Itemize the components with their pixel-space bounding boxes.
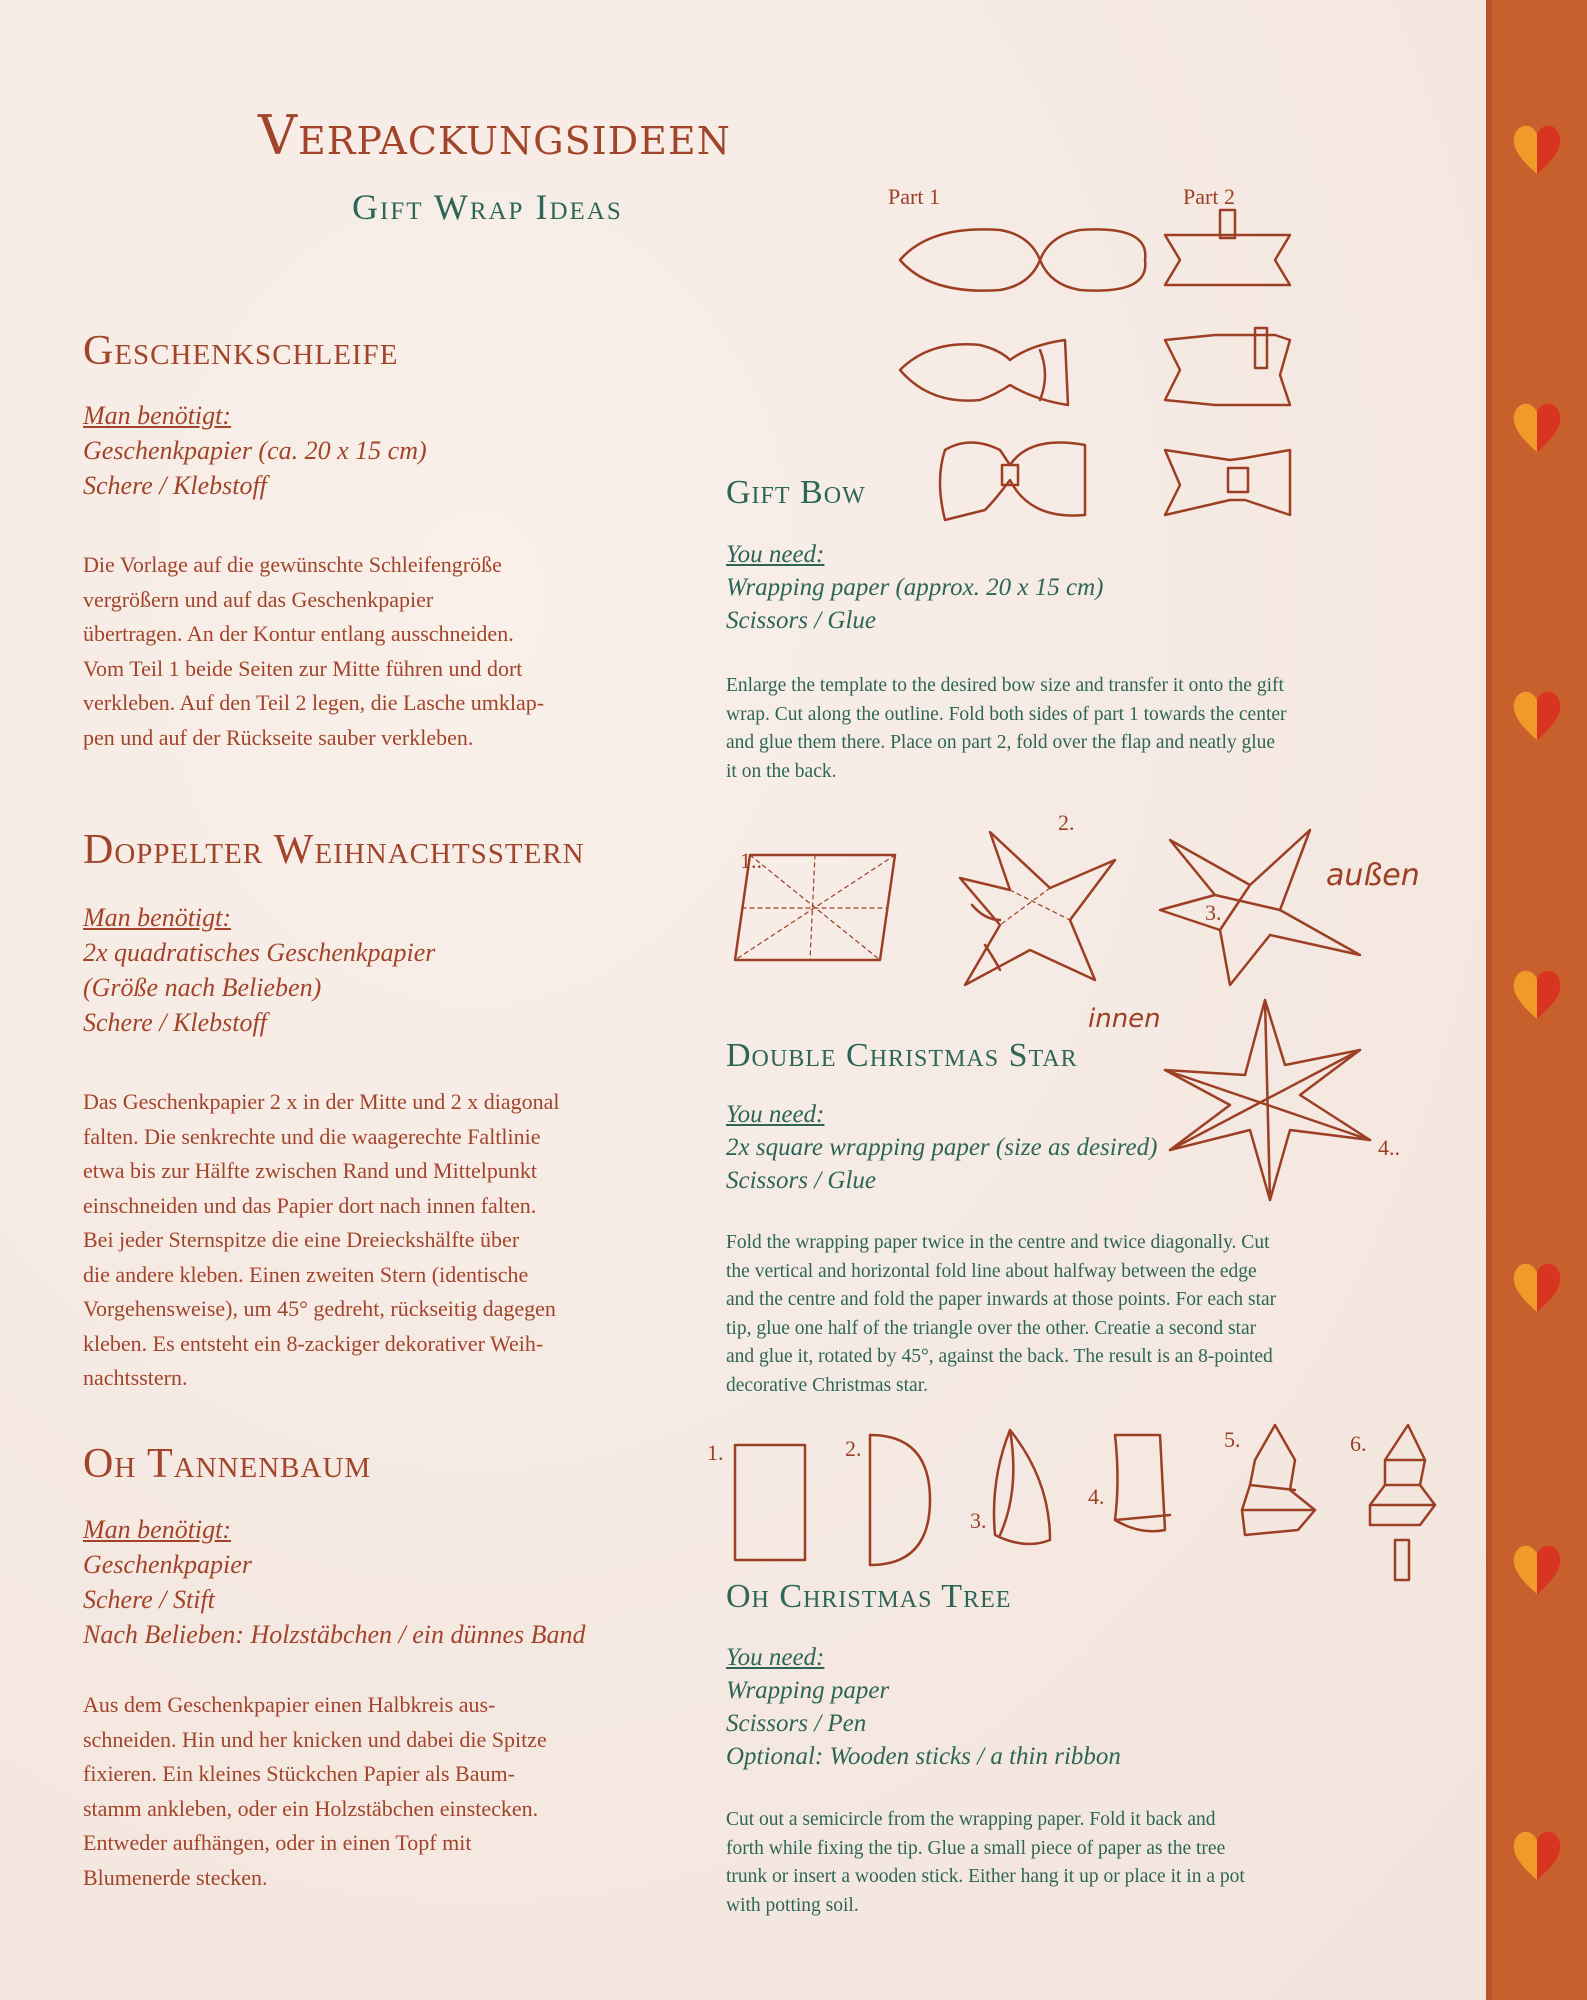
requirement-item: Wrapping paper: [726, 1677, 890, 1704]
tree-step-2: 2.: [845, 1436, 862, 1461]
bow-de-requirements: [83, 398, 427, 503]
body-line: die andere kleben. Einen zweiten Stern (identische: [83, 1261, 529, 1287]
bow-part2-label: Part 2: [1183, 184, 1235, 209]
body-line: Blumenerde stecken.: [83, 1864, 268, 1890]
body-line: Bei jeder Sternspitze die eine Dreieckshälfte über: [83, 1227, 520, 1252]
requirements-label: You need:: [726, 1101, 825, 1128]
star-step-1: 1..: [740, 848, 762, 873]
requirement-item: 2x quadratisches Geschenkpapier: [83, 938, 436, 967]
body-line: Aus dem Geschenkpapier einen Halbkreis aus-: [83, 1692, 496, 1717]
star-en-heading: Double Christmas Star: [726, 1037, 1078, 1074]
requirements-label: Man benötigt:: [83, 1515, 232, 1544]
star-de-heading: Doppelter Weihnachtsstern: [83, 827, 585, 873]
bow-en-body: [726, 672, 1466, 786]
requirements-label: Man benötigt:: [83, 903, 232, 932]
body-line: Fold the wrapping paper twice in the centre and twice diagonally. Cut: [726, 1232, 1270, 1253]
requirement-item: Geschenkpapier: [83, 1550, 252, 1579]
body-line: kleben. Es entsteht ein 8-zackiger dekorativer Weih-: [83, 1330, 544, 1356]
requirement-item: Scissors / Glue: [726, 1167, 876, 1194]
bow-de-heading: Geschenkschleife: [83, 328, 399, 374]
tree-step-4: 4.: [1088, 1484, 1105, 1509]
requirements-label: You need:: [726, 1644, 825, 1671]
body-line: stamm ankleben, oder ein Holzstäbchen einstecken.: [83, 1795, 539, 1821]
tree-illustration: [720, 1420, 1440, 1590]
requirement-item: Geschenkpapier (ca. 20 x 15 cm): [83, 436, 427, 465]
body-line: it on the back.: [726, 760, 837, 782]
requirement-item: Schere / Stift: [83, 1585, 215, 1614]
body-line: forth while fixing the tip. Glue a small piece of paper as the tree: [726, 1837, 1226, 1859]
tree-step-5: 5.: [1224, 1427, 1241, 1452]
body-line: vergrößern und auf das Geschenkpapier: [83, 586, 434, 612]
tree-en-heading: Oh Christmas Tree: [726, 1578, 1012, 1615]
requirement-item: (Größe nach Belieben): [83, 973, 322, 1002]
star-illustration: [710, 820, 1390, 1220]
body-line: schneiden. Hin und her knicken und dabei die Spitze: [83, 1726, 547, 1752]
requirement-item: Wrapping paper (approx. 20 x 15 cm): [726, 574, 1104, 601]
star-step-2: 2.: [1058, 810, 1075, 835]
bow-en-heading: Gift Bow: [726, 474, 866, 511]
heart-icon: [1511, 686, 1563, 742]
heart-icon: [1511, 1540, 1563, 1596]
tree-de-requirements: [83, 1512, 586, 1652]
requirements-label: You need:: [726, 541, 825, 568]
body-line: etwa bis zur Hälfte zwischen Rand und Mittelpunkt: [83, 1158, 537, 1183]
tree-de-body: [83, 1688, 683, 1895]
body-line: Entweder aufhängen, oder in einen Topf mit: [83, 1830, 472, 1855]
body-line: decorative Christmas star.: [726, 1374, 928, 1396]
body-line: trunk or insert a wooden stick. Either hang it up or place it in a pot: [726, 1866, 1245, 1887]
star-en-body: [726, 1229, 1466, 1400]
body-line: and glue them there. Place on part 2, fold over the flap and neatly glue: [726, 732, 1276, 753]
tree-en-requirements: [726, 1641, 1121, 1773]
requirement-item: Schere / Klebstoff: [83, 471, 267, 500]
page-title: Verpackungsideen: [258, 104, 731, 167]
body-line: the vertical and horizontal fold line about halfway between the edge: [726, 1260, 1257, 1282]
star-step-4: 4..: [1378, 1135, 1400, 1160]
body-line: fixieren. Ein kleines Stückchen Papier als Baum-: [83, 1761, 515, 1786]
star-de-body: [83, 1085, 683, 1396]
body-line: falten. Die senkrechte und die waagerechte Faltlinie: [83, 1123, 541, 1149]
requirement-item: Schere / Klebstoff: [83, 1008, 267, 1037]
requirement-item: Nach Belieben: Holzstäbchen / ein dünnes Band: [83, 1620, 586, 1649]
tree-step-6: 6.: [1350, 1431, 1367, 1456]
star-de-requirements: [83, 900, 435, 1040]
body-line: Vorgehensweise), um 45° gedreht, rückseitig dagegen: [83, 1296, 556, 1321]
tree-de-heading: Oh Tannenbaum: [83, 1441, 372, 1487]
body-line: pen und auf der Rückseite sauber verkleben.: [83, 724, 474, 750]
heart-icon: [1511, 1258, 1563, 1314]
requirements-label: Man benötigt:: [83, 401, 232, 430]
tree-step-3: 3.: [970, 1508, 987, 1533]
requirement-item: Scissors / Glue: [726, 607, 876, 634]
requirement-item: Scissors / Pen: [726, 1710, 867, 1737]
body-line: verkleben. Auf den Teil 2 legen, die Lasche umklap-: [83, 690, 545, 715]
body-line: Das Geschenkpapier 2 x in der Mitte und 2 x diagonal: [83, 1089, 560, 1114]
body-line: and glue it, rotated by 45°, against the back. The result is an 8-pointed: [726, 1346, 1273, 1367]
bow-part1-label: Part 1: [888, 184, 940, 209]
heart-icon: [1511, 398, 1563, 454]
heart-icon: [1511, 965, 1563, 1021]
body-line: wrap. Cut along the outline. Fold both sides of part 1 towards the center: [726, 703, 1287, 725]
heart-icon: [1511, 120, 1563, 176]
requirement-item: 2x square wrapping paper (size as desired): [726, 1134, 1158, 1161]
page-subtitle: Gift Wrap Ideas: [352, 187, 623, 227]
requirement-item: Optional: Wooden sticks / a thin ribbon: [726, 1743, 1121, 1770]
body-line: nachtsstern.: [83, 1365, 188, 1390]
body-line: Die Vorlage auf die gewünschte Schleifengröße: [83, 552, 502, 577]
tree-en-body: [726, 1806, 1466, 1920]
tree-step-1: 1.: [707, 1440, 724, 1465]
star-inside-label: innen: [1088, 1004, 1161, 1034]
body-line: einschneiden und das Papier dort nach innen falten.: [83, 1192, 537, 1218]
body-line: and the centre and fold the paper inwards at those points. For each star: [726, 1289, 1277, 1310]
bow-en-requirements: [726, 538, 1104, 637]
star-step-3: 3.: [1205, 900, 1222, 925]
bow-illustration: [890, 210, 1370, 540]
body-line: Enlarge the template to the desired bow size and transfer it onto the gift: [726, 675, 1284, 696]
body-line: with potting soil.: [726, 1894, 859, 1916]
body-line: Cut out a semicircle from the wrapping paper. Fold it back and: [726, 1809, 1216, 1830]
body-line: Vom Teil 1 beide Seiten zur Mitte führen und dort: [83, 655, 523, 681]
heart-icon: [1511, 1826, 1563, 1882]
body-line: tip, glue one half of the triangle over the other. Creatie a second star: [726, 1317, 1257, 1339]
body-line: übertragen. An der Kontur entlang ausschneiden.: [83, 621, 514, 646]
star-outside-label: außen: [1326, 858, 1420, 893]
bow-de-body: [83, 548, 683, 755]
